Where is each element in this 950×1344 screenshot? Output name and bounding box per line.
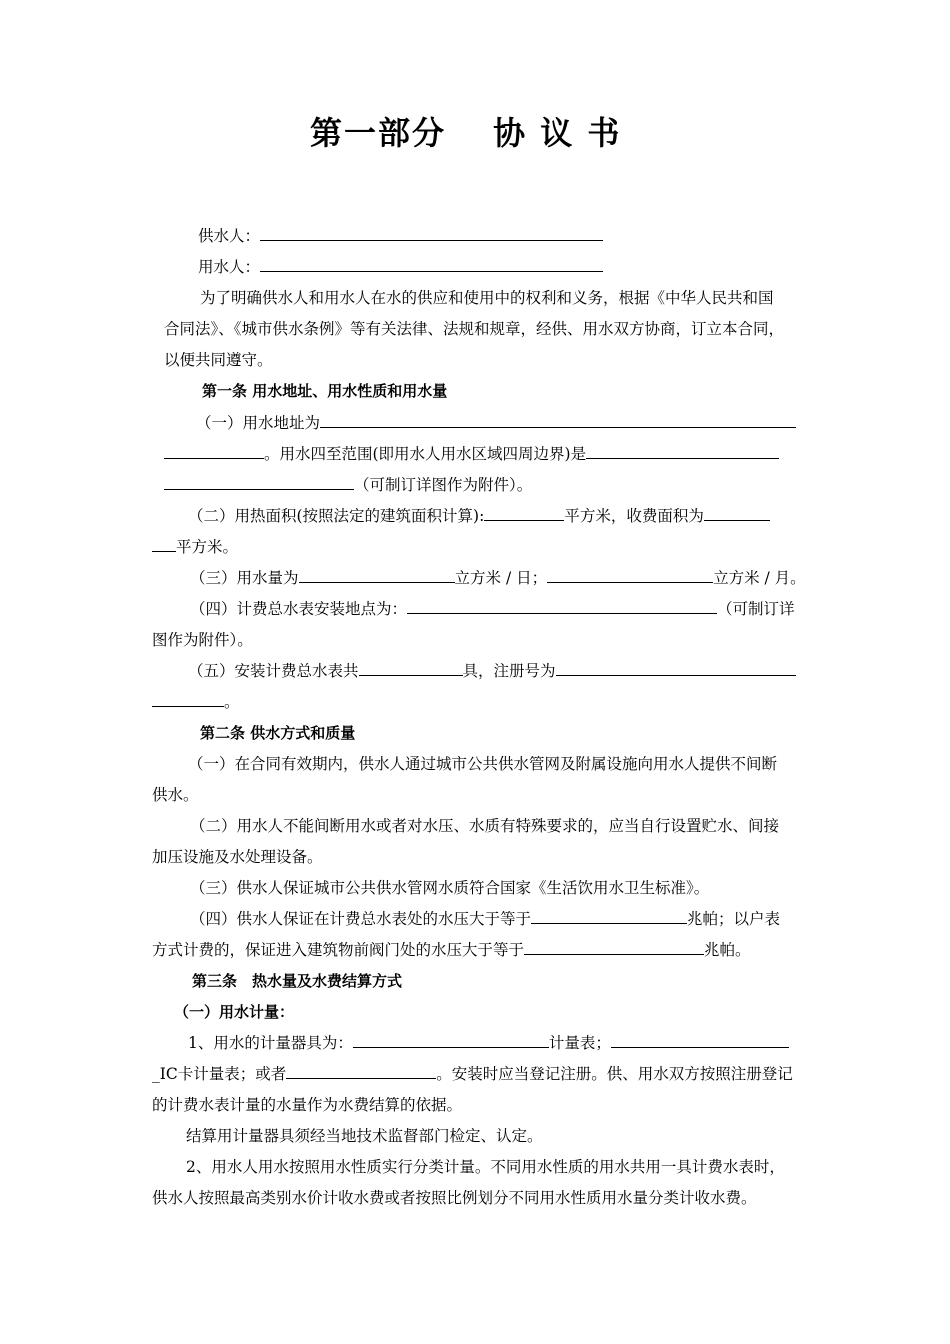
preamble-line-3: 以便共同遵守。 (164, 351, 273, 369)
charge-area-blank[interactable] (704, 506, 770, 521)
art1-item1-line3: （可制订详图作为附件）。 (164, 475, 532, 495)
registration-no-blank[interactable] (556, 661, 796, 676)
art2-item1-line2: 供水。 (152, 786, 199, 804)
art1-item3: （三）用水量为 立方米 / 日； 立方米 / 月。 (190, 569, 806, 587)
art1-item4-line1: （四）计费总水表安装地点为： （可制订详 (190, 600, 795, 618)
art2-item4-line1: （四）供水人保证在计费总水表处的水压大于等于 兆帕；以户表 (190, 910, 781, 928)
art3-p1-line2: _IC卡计量表；或者 。安装时应当登记注册。供、用水双方按照注册登记 (152, 1065, 793, 1083)
valve-pressure-blank[interactable] (524, 940, 704, 955)
article-1-heading: 第一条 用水地址、用水性质和用水量 (202, 382, 448, 400)
water-address-blank[interactable] (320, 413, 796, 428)
water-address-blank-cont[interactable] (164, 444, 264, 459)
art3-p1-line3: 的计费水表计量的水量作为水费结算的依据。 (152, 1096, 463, 1114)
registration-no-blank-cont[interactable] (152, 692, 224, 707)
preamble-line-2: 合同法》、《城市供水条例》等有关法律、法规和规章，经供、用水双方协商，订立本合同， (164, 320, 785, 338)
charge-area-blank-cont[interactable] (152, 537, 176, 552)
meter-type-blank[interactable] (611, 1033, 789, 1048)
daily-volume-blank[interactable] (299, 568, 455, 583)
supplier-blank[interactable] (260, 226, 603, 241)
art1-item2-line1: （二）用热面积(按照法定的建筑面积计算): 平方米，收费面积为 (188, 506, 770, 526)
article-2-heading: 第二条 供水方式和质量 (200, 724, 356, 742)
art3-p1-line1: 1、用水的计量器具为： 计量表； (188, 1033, 789, 1053)
art3-sub1-heading: （一）用水计量： (174, 1003, 295, 1021)
preamble-line-1: 为了明确供水人和用水人在水的供应和使用中的权利和义务，根据《中华人民共和国 (200, 289, 774, 307)
meter-device-blank[interactable] (353, 1033, 549, 1048)
art2-item2-line1: （二）用水人不能间断用水或者对水压、水质有特殊要求的，应当自行设置贮水、间接 (190, 817, 780, 835)
supplier-line (198, 226, 603, 246)
boundary-blank-cont[interactable] (164, 475, 354, 490)
art3-p2: 结算用计量器具须经当地技术监督部门检定、认定。 (186, 1127, 543, 1145)
boundary-blank[interactable] (586, 444, 779, 459)
art3-p3-line1: 2、用水人用水按照用水性质实行分类计量。不同用水性质的用水共用一具计费水表时， (186, 1158, 785, 1176)
article-3-heading: 第三条 热水量及水费结算方式 (192, 972, 403, 990)
art1-item4-line2: 图作为附件）。 (152, 631, 253, 649)
art1-item1-line1: （一）用水地址为 (196, 413, 796, 433)
art2-item1-line1: （一）在合同有效期内，供水人通过城市公共供水管网及附属设施向用水人提供不间断 (188, 755, 778, 773)
meter-pressure-blank[interactable] (531, 909, 687, 924)
art3-p3-line2: 供水人按照最高类别水价计收水费或者按照比例划分不同用水性质用水量分类计收水费。 (152, 1189, 757, 1207)
user-blank[interactable] (260, 257, 603, 272)
art2-item2-line2: 加压设施及水处理设备。 (152, 848, 323, 866)
art1-item5-line1: （五）安装计费总水表共 具，注册号为 (188, 661, 796, 681)
art2-item4-line2: 方式计费的，保证进入建筑物前阀门处的水压大于等于 兆帕。 (152, 941, 751, 959)
user-line (198, 257, 603, 277)
art1-item1-line2: 。用水四至范围(即用水人用水区域四周边界)是 (164, 444, 779, 464)
page-title: 第一部分 协 议 书 (310, 114, 622, 152)
other-meter-blank[interactable] (286, 1064, 436, 1079)
art1-item5-line2: 。 (152, 692, 240, 712)
supplier-label: 供水人： (198, 227, 261, 245)
meter-location-blank[interactable] (407, 599, 717, 614)
meter-count-blank[interactable] (359, 661, 463, 676)
art1-item2-line2: 平方米。 (152, 537, 238, 557)
heating-area-blank[interactable] (484, 506, 564, 521)
monthly-volume-blank[interactable] (547, 568, 713, 583)
user-label: 用水人： (198, 258, 261, 276)
art2-item3: （三）供水人保证城市公共供水管网水质符合国家《生活饮用水卫生标准》。 (190, 879, 710, 897)
